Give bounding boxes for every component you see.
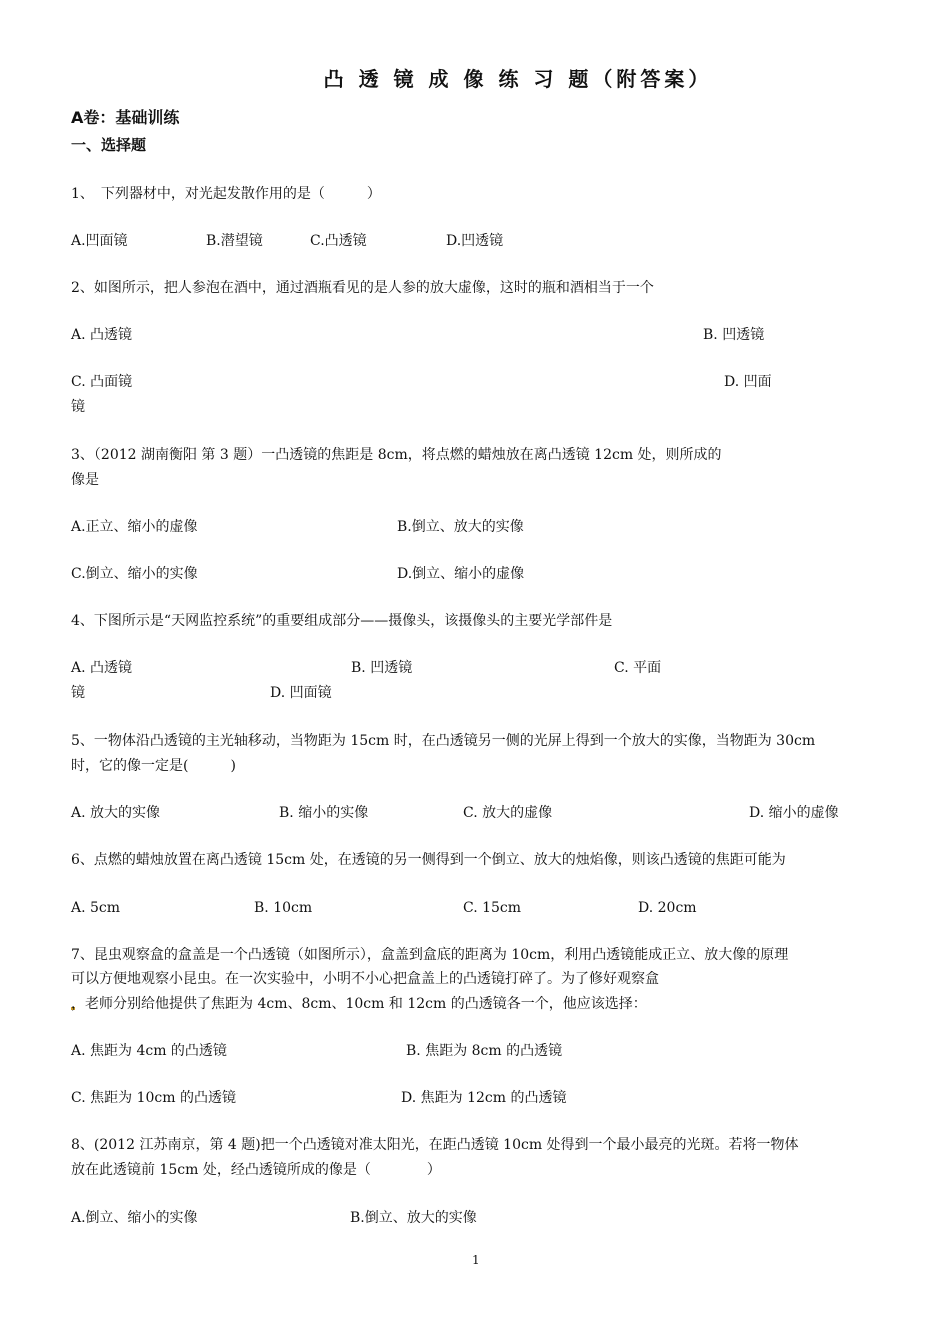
q7-option-b: B. 焦距为 8cm 的凸透镜 xyxy=(406,1043,563,1059)
part-heading: 一、选择题 xyxy=(71,136,147,154)
q7-option-a: A. 焦距为 4cm 的凸透镜 xyxy=(71,1043,227,1059)
page-title: 凸 透 镜 成 像 练 习 题（附答案） xyxy=(323,67,713,91)
q1-option-a: A.凹面镜 xyxy=(71,233,128,249)
question-5-stem-line2: 时，它的像一定是( ) xyxy=(71,758,236,774)
q2-option-d-wrap: 镜 xyxy=(71,399,85,415)
q8-option-b: B.倒立、放大的实像 xyxy=(350,1210,477,1226)
q2-option-d: D. 凹面 xyxy=(724,374,772,390)
section-heading: A卷：基础训练 xyxy=(71,108,180,127)
q3-option-a: A.正立、缩小的虚像 xyxy=(71,519,198,535)
q6-option-c: C. 15cm xyxy=(463,900,522,916)
q1-option-b: B.潜望镜 xyxy=(206,233,263,249)
q1-option-d: D.凹透镜 xyxy=(446,233,504,249)
q2-option-a: A. 凸透镜 xyxy=(71,327,133,343)
q3-option-c: C.倒立、缩小的实像 xyxy=(71,566,198,582)
q6-option-a: A. 5cm xyxy=(71,900,121,916)
q4-option-d: D. 凹面镜 xyxy=(270,685,332,701)
question-2-stem: 2、如图所示，把人参泡在酒中，通过酒瓶看见的是人参的放大虚像，这时的瓶和酒相当于一个 xyxy=(71,280,654,296)
q3-option-d: D.倒立、缩小的虚像 xyxy=(397,566,525,582)
q7-option-c: C. 焦距为 10cm 的凸透镜 xyxy=(71,1090,236,1106)
q1-option-c: C.凸透镜 xyxy=(310,233,367,249)
question-6-stem: 6、点燃的蜡烛放置在离凸透镜 15cm 处，在透镜的另一侧得到一个倒立、放大的烛焰像，则该凸透镜的焦距可能为 xyxy=(71,852,786,868)
q4-option-b: B. 凹透镜 xyxy=(351,660,413,676)
q4-option-c-wrap: 镜 xyxy=(71,685,85,701)
q5-option-d: D. 缩小的虚像 xyxy=(749,805,839,821)
question-8-stem-line1: 8、(2012 江苏南京，第 4 题)把一个凸透镜对准太阳光，在距凸透镜 10cm 处得到一个最小最亮的光斑。若将一物体 xyxy=(71,1137,799,1153)
question-7-stem-line1: 7、昆虫观察盒的盒盖是一个凸透镜（如图所示），盒盖到盒底的距离为 10cm，利用凸透镜能成正立、放大像的原理 xyxy=(71,947,789,963)
page-number: 1 xyxy=(472,1253,480,1267)
question-8-stem-line2: 放在此透镜前 15cm 处，经凸透镜所成的像是（ ） xyxy=(71,1162,441,1178)
q4-option-a: A. 凸透镜 xyxy=(71,660,133,676)
question-7-stem-line2: 可以方便地观察小昆虫。在一次实验中，小明不小心把盒盖上的凸透镜打碎了。为了修好观察盒 xyxy=(71,971,659,987)
q7-option-d: D. 焦距为 12cm 的凸透镜 xyxy=(401,1090,567,1106)
q2-option-b: B. 凹透镜 xyxy=(703,327,765,343)
question-5-stem-line1: 5、一物体沿凸透镜的主光轴移动，当物距为 15cm 时，在凸透镜另一侧的光屏上得到一个放大的实像，当物距为 30cm xyxy=(71,733,816,749)
q3-option-b: B.倒立、放大的实像 xyxy=(397,519,524,535)
question-7-stem-line3: ，老师分别给他提供了焦距为 4cm、8cm、10cm 和 12cm 的凸透镜各一个，他应该选择： xyxy=(71,996,647,1012)
q8-option-a: A.倒立、缩小的实像 xyxy=(71,1210,198,1226)
question-3-stem-line1: 3、（2012 湖南衡阳 第 3 题）一凸透镜的焦距是 8cm，将点燃的蜡烛放在离凸透镜 12cm 处，则所成的 xyxy=(71,447,722,463)
question-4-stem: 4、下图所示是“天网监控系统”的重要组成部分——摄像头，该摄像头的主要光学部件是 xyxy=(71,613,613,629)
q6-option-d: D. 20cm xyxy=(638,900,697,916)
q6-option-b: B. 10cm xyxy=(254,900,313,916)
question-1-stem: 1、 下列器材中，对光起发散作用的是（ ） xyxy=(71,186,381,202)
q2-option-c: C. 凸面镜 xyxy=(71,374,133,390)
q5-option-b: B. 缩小的实像 xyxy=(279,805,369,821)
question-3-stem-line2: 像是 xyxy=(71,472,99,488)
q5-option-c: C. 放大的虚像 xyxy=(463,805,553,821)
q4-option-c: C. 平面 xyxy=(614,660,662,676)
q5-option-a: A. 放大的实像 xyxy=(71,805,161,821)
